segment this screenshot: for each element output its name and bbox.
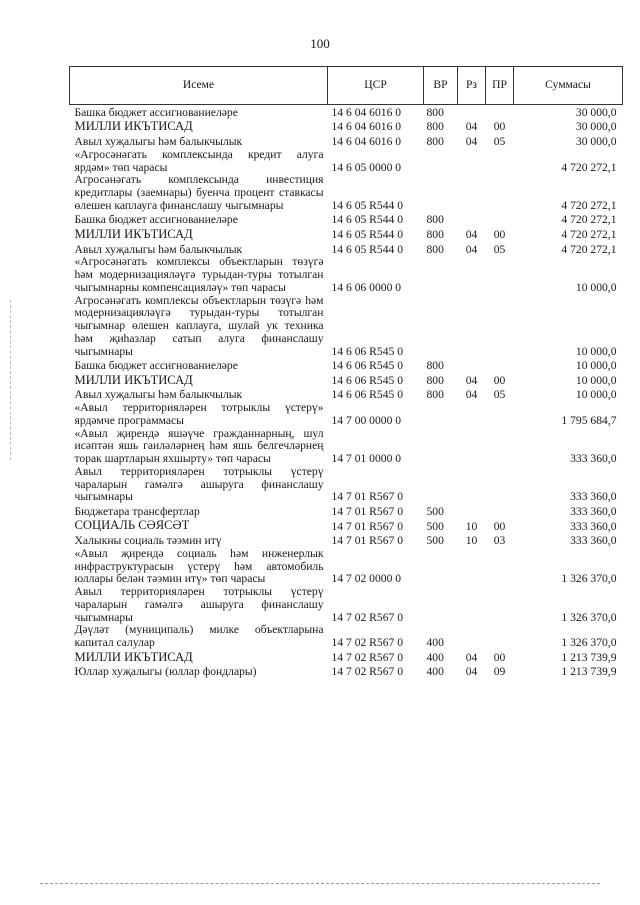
cell-csr: 14 7 01 R567 0 xyxy=(331,490,403,504)
cell-sum: 333 360,0 xyxy=(570,504,617,518)
cell-rz xyxy=(458,149,486,175)
cell-pr: 00 xyxy=(493,120,506,134)
table-row xyxy=(70,149,623,175)
cell-rz xyxy=(458,624,486,650)
cell-rz xyxy=(458,105,486,120)
cell-name: «Авыл җирендә социаль һәм инженерлык инфраструктурасын үстерү һәм автомобиль юллары белән тәэмин итү» төп чарасы xyxy=(74,546,324,586)
cell-pr xyxy=(486,586,514,624)
cell-vr: 800 xyxy=(426,227,444,241)
cell-name: МИЛЛИ ИКЪТИСАД xyxy=(74,372,193,387)
cell-name: «Агросәнәгать комплексында кредит алуга ярдәм» төп чарасы xyxy=(74,147,324,174)
table-row xyxy=(70,134,623,149)
table-row xyxy=(70,664,623,679)
cell-sum: 10 000,0 xyxy=(575,373,617,387)
cell-vr xyxy=(424,466,458,504)
cell-csr: 14 7 02 0000 0 xyxy=(331,572,402,586)
cell-vr xyxy=(424,295,458,359)
cell-csr: 14 7 01 R567 0 xyxy=(331,504,403,518)
cell-sum: 10 000,0 xyxy=(575,388,617,402)
table-row xyxy=(70,358,623,373)
cell-vr: 800 xyxy=(426,135,444,149)
cell-name: СОЦИАЛЬ СӘЯСӘТ xyxy=(74,518,190,533)
cell-pr: 09 xyxy=(493,665,506,679)
cell-csr: 14 6 06 R545 0 xyxy=(331,359,403,373)
cell-name: «Авыл территорияләрен тотрыклы үстерү» ярдәмче программасы xyxy=(74,401,324,427)
cell-vr: 800 xyxy=(426,359,444,373)
cell-pr: 00 xyxy=(493,650,506,664)
cell-name: Агросәнәгать комплексы объектларын төзүгә һәм модернизацияләүгә турыдан-туры тотылган чыгымнар өлешен каплауга, шулай ук техника һәм җиһазлар сатып алуга финанслашу чыгымнары xyxy=(74,293,324,358)
cell-vr: 500 xyxy=(426,504,444,518)
cell-sum: 1 213 739,9 xyxy=(561,650,617,664)
header-pr: ПР xyxy=(486,67,514,105)
cell-sum: 1 213 739,9 xyxy=(561,665,617,679)
cell-vr: 800 xyxy=(426,242,444,256)
cell-name: Халыкны социаль тәэмин итү xyxy=(74,534,222,548)
table-row xyxy=(70,242,623,257)
cell-rz: 10 xyxy=(465,519,478,533)
cell-vr xyxy=(424,174,458,212)
cell-pr: 05 xyxy=(493,242,506,256)
cell-name: МИЛЛИ ИКЪТИСАД xyxy=(74,119,193,134)
cell-csr: 14 6 06 R545 0 xyxy=(331,344,403,358)
cell-sum: 4 720 272,1 xyxy=(561,160,617,174)
cell-name: «Агросәнәгать комплексы объектларын төзүгә һәм модернизацияләүгә турыдан-туры тотылган чыгымнарны компенсацияләү» төп чарасы xyxy=(74,255,324,294)
header-csr: ЦСР xyxy=(328,67,424,105)
cell-name: Бюджетара трансфертлар xyxy=(74,504,200,518)
cell-csr: 14 6 06 0000 0 xyxy=(331,280,402,294)
table-body xyxy=(70,105,623,680)
cell-csr: 14 6 05 R544 0 xyxy=(331,242,403,256)
cell-name: Башка бюджет ассигнованиеләре xyxy=(74,105,238,119)
cell-csr: 14 7 01 0000 0 xyxy=(331,452,402,466)
cell-sum: 1 326 370,0 xyxy=(561,572,617,586)
table-row xyxy=(70,120,623,135)
cell-rz xyxy=(458,504,486,519)
cell-name: Авыл хуҗалыгы һәм балыкчылык xyxy=(74,388,243,402)
cell-rz xyxy=(458,256,486,294)
table-row xyxy=(70,586,623,624)
table-row xyxy=(70,105,623,120)
cell-csr: 14 6 05 R544 0 xyxy=(331,227,403,241)
cell-name: Агросәнәгать комплексында инвестиция кредитлары (заемнары) буенча процент ставкасы өлешен каплауга финанслашу чыгымнары xyxy=(74,173,324,212)
header-rz: Рз xyxy=(458,67,486,105)
cell-sum: 333 360,0 xyxy=(570,534,617,548)
cell-vr: 500 xyxy=(426,519,444,533)
table-row xyxy=(70,428,623,466)
cell-sum: 4 720 272,1 xyxy=(561,198,617,212)
cell-pr xyxy=(486,295,514,359)
cell-sum: 30 000,0 xyxy=(575,120,617,134)
cell-vr xyxy=(424,402,458,428)
cell-csr: 14 7 01 R567 0 xyxy=(331,519,403,533)
cell-name: Башка бюджет ассигнованиеләре xyxy=(74,213,238,227)
cell-rz xyxy=(458,174,486,212)
cell-sum: 30 000,0 xyxy=(575,135,617,149)
cell-sum: 4 720 272,1 xyxy=(561,242,617,256)
cell-pr xyxy=(486,358,514,373)
cell-sum: 333 360,0 xyxy=(570,452,617,466)
cell-pr: 03 xyxy=(493,534,506,548)
cell-csr: 14 6 05 R544 0 xyxy=(331,198,403,212)
table-row xyxy=(70,402,623,428)
cell-name: «Авыл җирендә яшәүче гражданнарның, шул исәптән яшь гаиләләрнең һәм яшь белгечләрнең торак шартларын яхшырту» төп чарасы xyxy=(74,426,324,466)
table-row xyxy=(70,295,623,359)
cell-pr: 00 xyxy=(493,373,506,387)
table-row xyxy=(70,504,623,519)
header-sum: Суммасы xyxy=(514,67,623,105)
cell-rz: 04 xyxy=(465,242,478,256)
table-row xyxy=(70,256,623,294)
cell-sum: 10 000,0 xyxy=(575,344,617,358)
cell-pr xyxy=(486,174,514,212)
table-header-row xyxy=(70,67,623,105)
cell-vr: 800 xyxy=(426,120,444,134)
cell-pr xyxy=(486,624,514,650)
cell-vr xyxy=(424,548,458,586)
cell-csr: 14 6 04 6016 0 xyxy=(331,105,402,119)
cell-vr: 500 xyxy=(426,534,444,548)
cell-csr: 14 7 01 R567 0 xyxy=(331,534,403,548)
cell-pr xyxy=(486,256,514,294)
cell-rz xyxy=(458,295,486,359)
cell-vr: 400 xyxy=(426,650,444,664)
table-row xyxy=(70,213,623,228)
cell-name: Авыл территорияләрен тотрыклы үстерү чараларын гамәлгә ашыруга финанслашу чыгымнары xyxy=(74,464,324,504)
header-name: Исеме xyxy=(70,67,328,105)
cell-csr: 14 6 05 R544 0 xyxy=(331,213,403,227)
cell-vr xyxy=(424,149,458,175)
cell-pr xyxy=(486,213,514,228)
cell-name: Дәүләт (муниципаль) милке объектларына капитал салулар xyxy=(74,623,324,650)
cell-csr: 14 6 04 6016 0 xyxy=(331,120,402,134)
cell-name: Юллар хуҗалыгы (юллар фондлары) xyxy=(74,665,257,679)
cell-name: Авыл территорияләрен тотрыклы үстерү чараларын гамәлгә ашыруга финанслашу чыгымнары xyxy=(74,585,324,624)
cell-rz: 04 xyxy=(465,388,478,402)
cell-rz xyxy=(458,466,486,504)
cell-sum: 4 720 272,1 xyxy=(561,227,617,241)
table-row xyxy=(70,624,623,650)
cell-pr xyxy=(486,548,514,586)
cell-rz xyxy=(458,213,486,228)
cell-rz: 04 xyxy=(465,665,478,679)
table-row xyxy=(70,388,623,403)
cell-pr: 05 xyxy=(493,388,506,402)
cell-rz xyxy=(458,586,486,624)
cell-vr xyxy=(424,256,458,294)
cell-name: Авыл хуҗалыгы һәм балыкчылык xyxy=(74,242,243,256)
cell-csr: 14 6 06 R545 0 xyxy=(331,388,403,402)
cell-pr: 00 xyxy=(493,519,506,533)
footer-divider xyxy=(40,883,600,884)
cell-rz: 04 xyxy=(465,373,478,387)
table-row xyxy=(70,533,623,548)
cell-sum: 10 000,0 xyxy=(575,359,617,373)
cell-vr: 800 xyxy=(426,388,444,402)
cell-rz xyxy=(458,402,486,428)
table-row xyxy=(70,548,623,586)
cell-csr: 14 6 05 0000 0 xyxy=(331,160,402,174)
cell-sum: 1 326 370,0 xyxy=(561,610,617,624)
cell-rz: 10 xyxy=(465,534,478,548)
table-row xyxy=(70,650,623,665)
cell-csr: 14 6 06 R545 0 xyxy=(331,373,403,387)
cell-sum: 333 360,0 xyxy=(570,490,617,504)
cell-pr: 00 xyxy=(493,227,506,241)
page-number: 100 xyxy=(310,36,330,51)
cell-pr xyxy=(486,428,514,466)
cell-name: Башка бюджет ассигнованиеләре xyxy=(74,359,238,373)
cell-pr xyxy=(486,504,514,519)
cell-sum: 1 326 370,0 xyxy=(561,636,617,650)
cell-sum: 10 000,0 xyxy=(575,280,617,294)
cell-pr xyxy=(486,402,514,428)
table-row xyxy=(70,373,623,388)
cell-pr xyxy=(486,105,514,120)
cell-vr: 800 xyxy=(426,105,444,119)
cell-vr: 400 xyxy=(426,665,444,679)
cell-csr: 14 7 00 0000 0 xyxy=(331,413,402,427)
cell-csr: 14 7 02 R567 0 xyxy=(331,636,403,650)
cell-rz: 04 xyxy=(465,227,478,241)
cell-sum: 1 795 684,7 xyxy=(561,413,617,427)
cell-rz: 04 xyxy=(465,650,478,664)
cell-csr: 14 6 04 6016 0 xyxy=(331,135,402,149)
cell-vr: 400 xyxy=(426,636,444,650)
cell-vr xyxy=(424,586,458,624)
cell-name: Авыл хуҗалыгы һәм балыкчылык xyxy=(74,135,243,149)
margin-mark xyxy=(10,300,12,460)
cell-csr: 14 7 02 R567 0 xyxy=(331,650,403,664)
cell-rz: 04 xyxy=(465,135,478,149)
table-row xyxy=(70,174,623,212)
table-row xyxy=(70,227,623,242)
cell-rz: 04 xyxy=(465,120,478,134)
cell-sum: 4 720 272,1 xyxy=(561,213,617,227)
cell-sum: 30 000,0 xyxy=(575,105,617,119)
cell-rz xyxy=(458,548,486,586)
cell-pr xyxy=(486,466,514,504)
cell-pr xyxy=(486,149,514,175)
cell-vr: 800 xyxy=(426,373,444,387)
table-row xyxy=(70,466,623,504)
cell-rz xyxy=(458,428,486,466)
cell-csr: 14 7 02 R567 0 xyxy=(331,610,403,624)
cell-rz xyxy=(458,358,486,373)
cell-pr: 05 xyxy=(493,135,506,149)
header-vr: ВР xyxy=(424,67,458,105)
cell-name: МИЛЛИ ИКЪТИСАД xyxy=(74,649,193,664)
cell-sum: 333 360,0 xyxy=(570,519,617,533)
budget-table xyxy=(69,66,623,679)
cell-name: МИЛЛИ ИКЪТИСАД xyxy=(74,226,193,241)
table-row xyxy=(70,519,623,534)
cell-vr: 800 xyxy=(426,213,444,227)
cell-vr xyxy=(424,428,458,466)
cell-csr: 14 7 02 R567 0 xyxy=(331,665,403,679)
